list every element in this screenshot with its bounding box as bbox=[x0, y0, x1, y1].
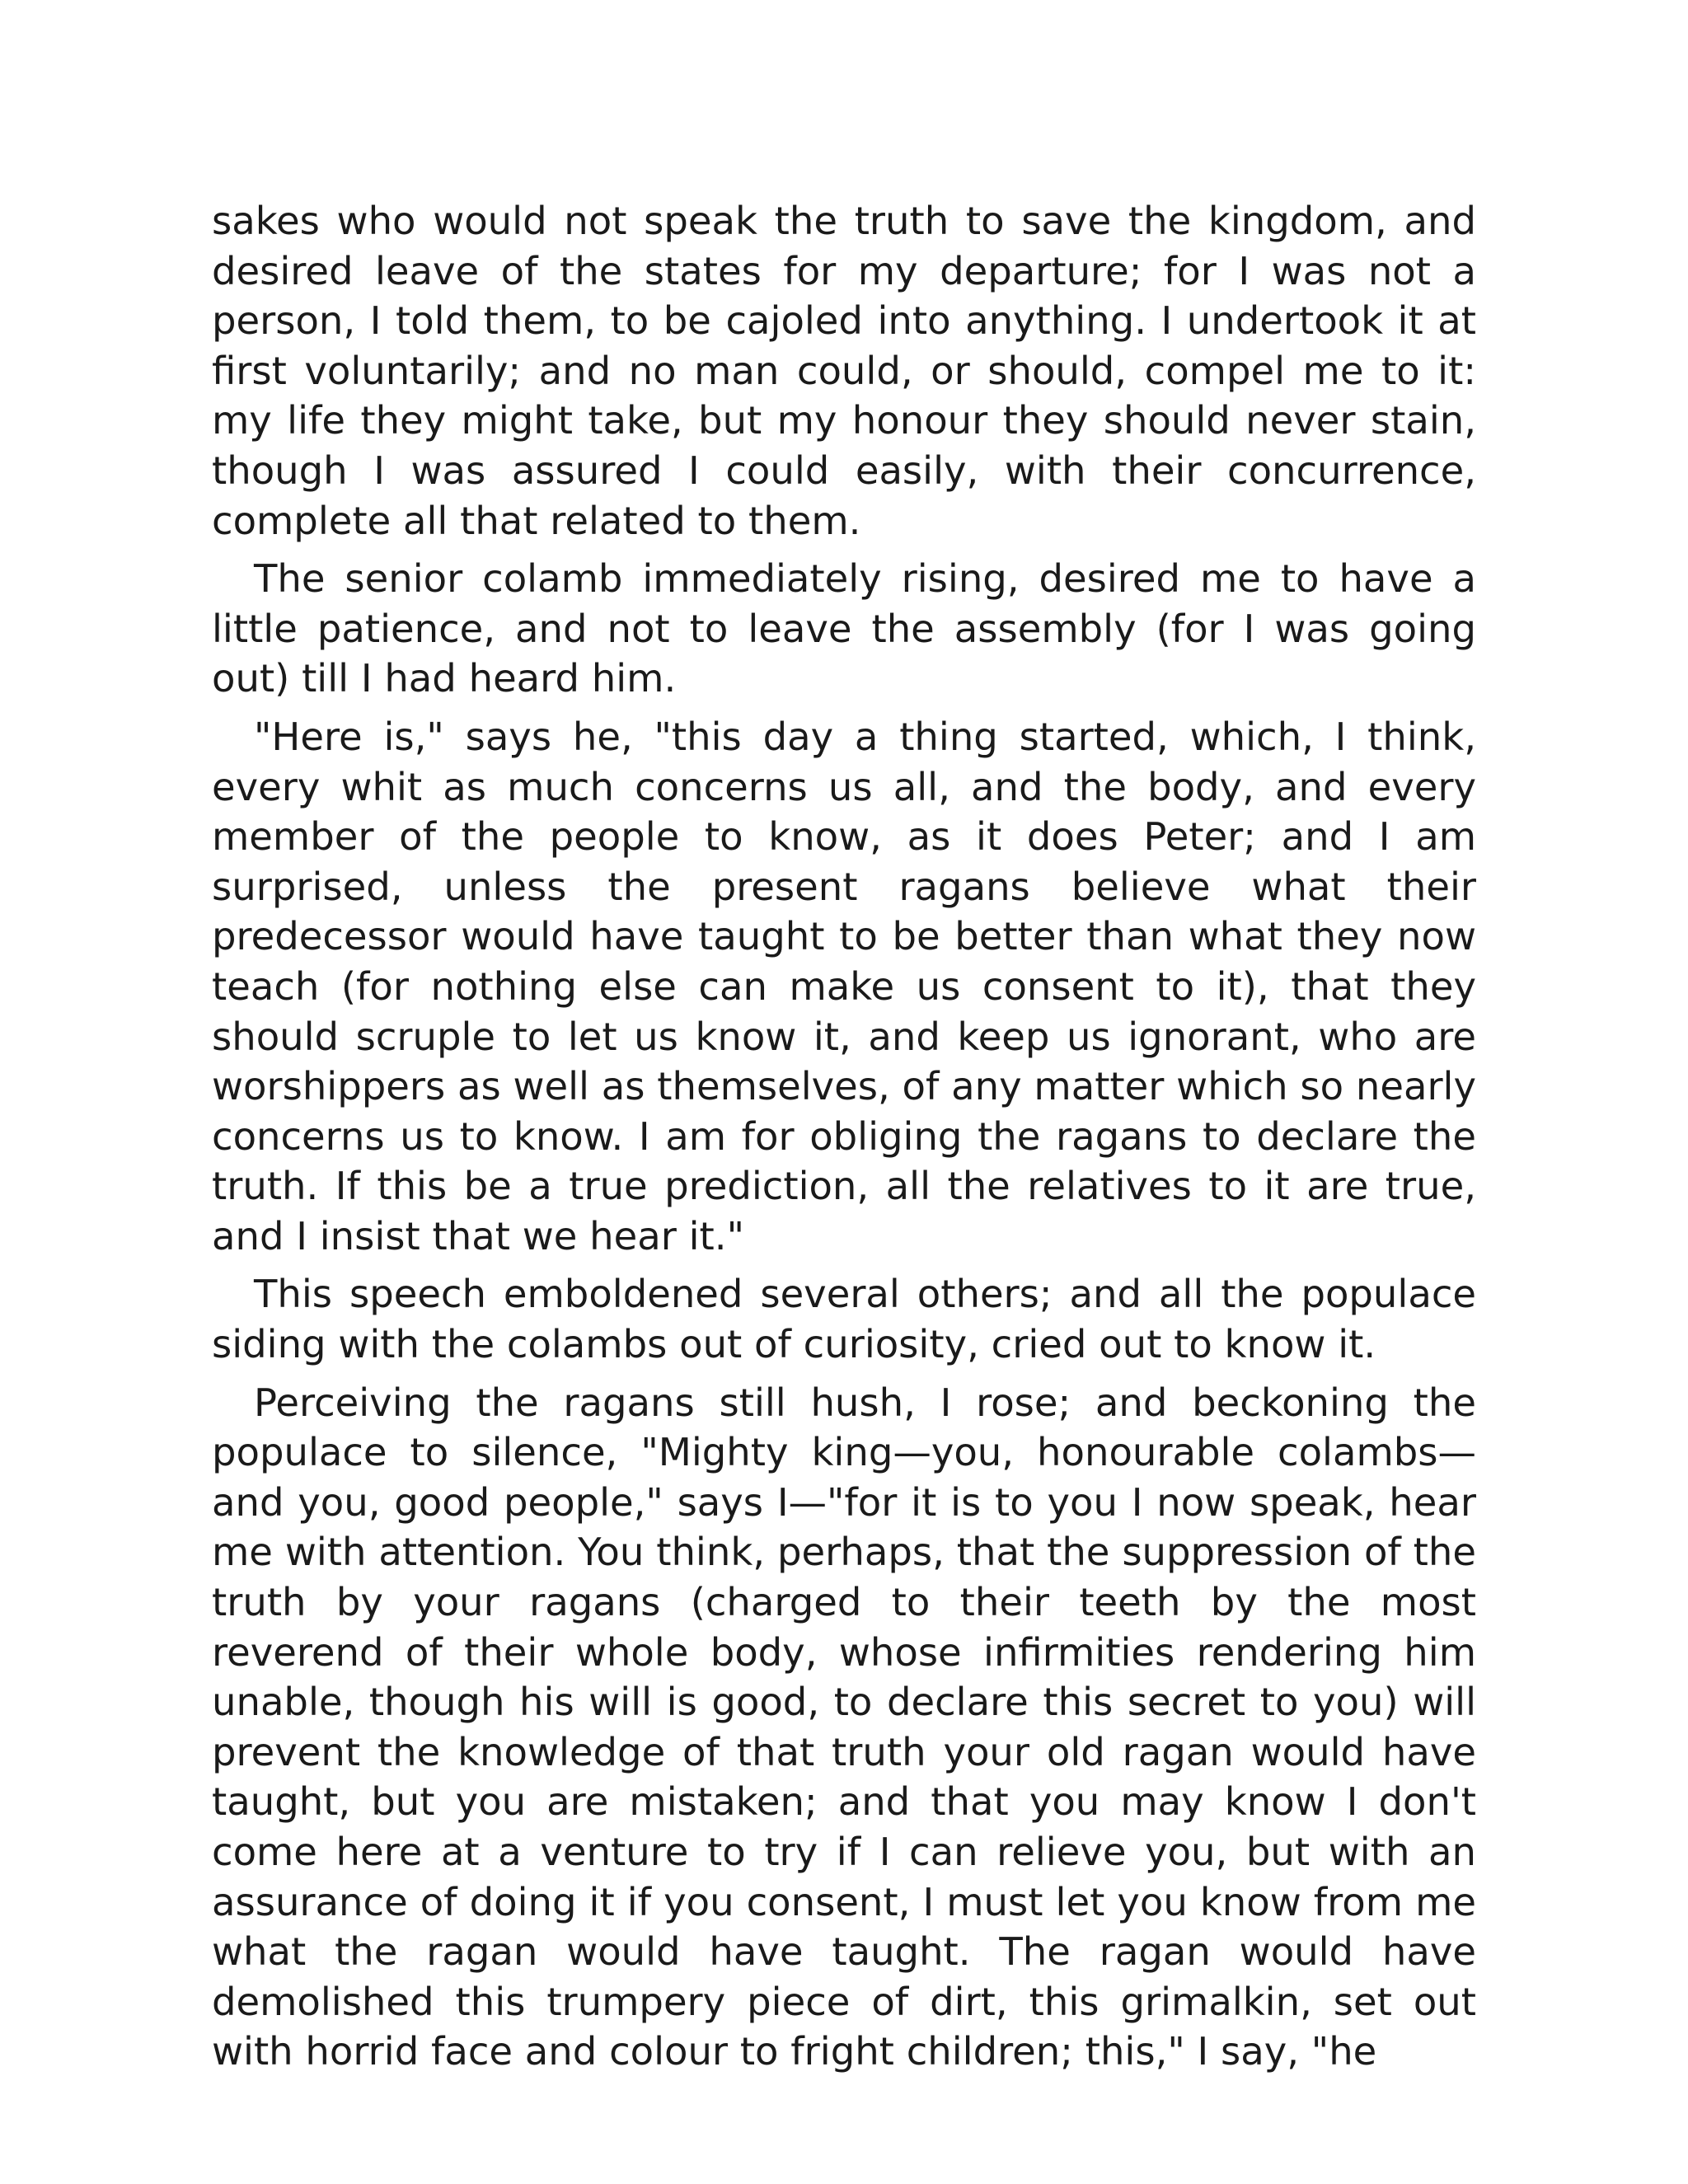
paragraph: Perceiving the ragans still hush, I rose; and beckoning the populace to silence, "Mighty king—you, honourable colambs—and you, good people," says I—"for it is to you I now speak, hear me with attention. You think, perhaps, that the suppression of the truth by your ragans (charged to their teeth by the most reverend of their whole body, whose infirmities rendering him unable, though his will is good, to declare this secret to you) will prevent the knowledge of that truth your old ragan would have taught, but you are mistaken; and that you may know I don't come here at a venture to try if I can relieve you, but with an assurance of doing it if you consent, I must let you know from me what the ragan would have taught. The ragan would have demolished this trumpery piece of dirt, this grimalkin, set out with horrid face and colour to fright children; this," I say, "he bbox=[212, 1380, 1476, 2074]
paragraph-continued: sakes who would not speak the truth to save the kingdom, and desired leave of the states for my departure; for I was not a person, I told them, to be cajoled into anything. I undertook it at first voluntarily; and no man could, or should, compel me to it: my life they might take, but my honour they should never stain, though I was assured I could easily, with their concurrence, complete all that related to them. bbox=[212, 199, 1476, 543]
paragraph: The senior colamb immediately rising, desired me to have a little patience, and not to leave the assembly (for I was going out) till I had heard him. bbox=[212, 556, 1476, 701]
paragraph: "Here is," says he, "this day a thing started, which, I think, every whit as much concerns us all, and the body, and every member of the people to know, as it does Peter; and I am surprised, unless the present ragans believe what their predecessor would have taught to be better than what they now teach (for nothing else can make us consent to it), that they should scruple to let us know it, and keep us ignorant, who are worshippers as well as themselves, of any matter which so nearly concerns us to know. I am for obliging the ragans to declare the truth. If this be a true prediction, all the relatives to it are true, and I insist that we hear it." bbox=[212, 714, 1476, 1258]
paragraph: This speech emboldened several others; and all the populace siding with the colambs out of curiosity, cried out to know it. bbox=[212, 1272, 1476, 1367]
body-text bbox=[212, 196, 1476, 2085]
